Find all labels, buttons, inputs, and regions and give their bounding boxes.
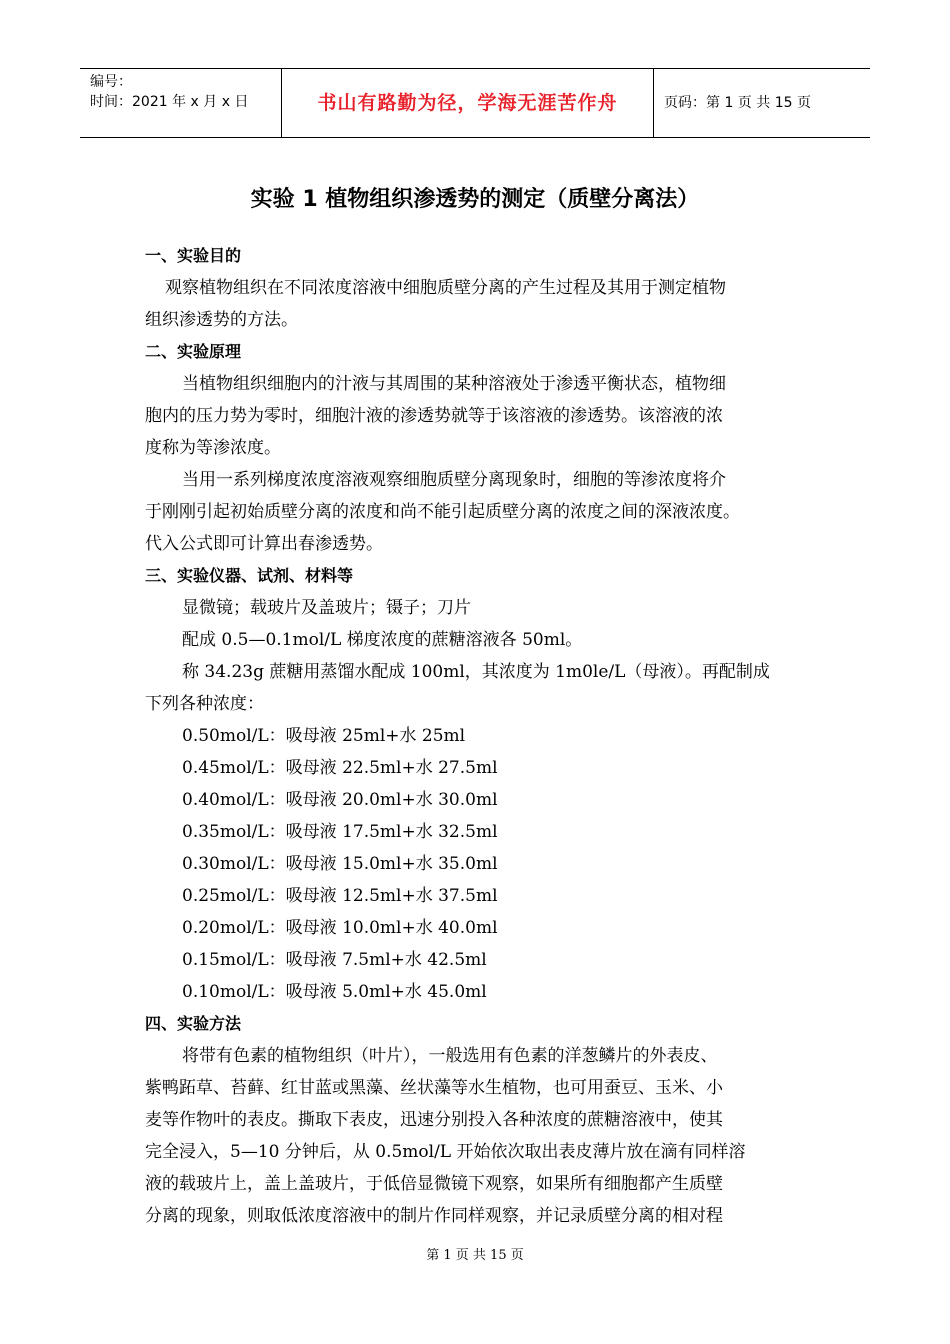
section-heading: 四、实验方法 [145,1014,242,1033]
body-text-line: 0.25mol/L：吸母液 12.5ml+水 37.5ml [182,886,498,906]
body-text-line: 下列各种浓度： [145,694,264,714]
body-text-line: 0.30mol/L：吸母液 15.0ml+水 35.0ml [182,854,498,874]
body-text-line: 将带有色素的植物组织（叶片），一般选用有色素的洋葱鳞片的外表皮、 [182,1046,718,1066]
body-text-line: 0.10mol/L：吸母液 5.0ml+水 45.0ml [182,982,487,1002]
header-motto: 书山有路勤为径，学海无涯苦作舟 [282,69,654,137]
section-heading: 二、实验原理 [145,342,242,361]
body-text-line: 代入公式即可计算出春渗透势。 [145,534,383,554]
section-heading: 一、实验目的 [145,246,242,265]
document-number-label: 编号： [90,74,132,90]
body-text-line: 组织渗透势的方法。 [145,310,298,330]
body-text-line: 0.40mol/L：吸母液 20.0ml+水 30.0ml [182,790,498,810]
document-body [145,240,810,1232]
body-text-line: 液的载玻片上，盖上盖玻片，于低倍显微镜下观察，如果所有细胞都产生质壁 [145,1174,723,1194]
body-text-line: 于刚刚引起初始质壁分离的浓度和尚不能引起质壁分离的浓度之间的深液浓度。 [145,502,740,522]
body-text-line: 麦等作物叶的表皮。撕取下表皮，迅速分别投入各种浓度的蔗糖溶液中，使其 [145,1110,723,1130]
header-table [80,68,870,138]
body-text-line: 胞内的压力势为零时，细胞汁液的渗透势就等于该溶液的渗透势。该溶液的浓 [145,406,723,426]
body-text-line: 0.15mol/L：吸母液 7.5ml+水 42.5ml [182,950,487,970]
body-text-line: 0.50mol/L：吸母液 25ml+水 25ml [182,726,466,746]
body-text-line: 完全浸入，5—10 分钟后，从 0.5mol/L 开始依次取出表皮薄片放在滴有同样溶 [145,1142,746,1162]
section-heading: 三、实验仪器、试剂、材料等 [145,566,354,585]
body-text-line: 当植物组织细胞内的汁液与其周围的某种溶液处于渗透平衡状态，植物细 [182,374,726,394]
body-text-line: 观察植物组织在不同浓度溶液中细胞质壁分离的产生过程及其用于测定植物 [165,278,726,298]
header-page-info: 页码：第 1 页 共 15 页 [664,95,811,111]
header-meta-cell [80,69,282,137]
body-text-line: 称 34.23g 蔗糖用蒸馏水配成 100ml，其浓度为 1m0le/L（母液）。再配制成 [182,662,770,682]
body-text-line: 紫鸭跖草、苔藓、红甘蓝或黑藻、丝状藻等水生植物，也可用蚕豆、玉米、小 [145,1078,723,1098]
body-text-line: 分离的现象，则取低浓度溶液中的制片作同样观察，并记录质壁分离的相对程 [145,1206,723,1226]
body-text-line: 配成 0.5—0.1mol/L 梯度浓度的蔗糖溶液各 50ml。 [182,630,583,650]
body-text-line: 0.35mol/L：吸母液 17.5ml+水 32.5ml [182,822,498,842]
body-text-line: 0.45mol/L：吸母液 22.5ml+水 27.5ml [182,758,498,778]
body-text-line: 度称为等渗浓度。 [145,438,281,458]
document-date-label: 时间：2021 年 x 月 x 日 [90,94,249,110]
document-title: 实验 1 植物组织渗透势的测定（质壁分离法） [250,187,700,212]
page-footer: 第 1 页 共 15 页 [426,1248,524,1263]
body-text-line: 当用一系列梯度浓度溶液观察细胞质壁分离现象时，细胞的等渗浓度将介 [182,470,726,490]
body-text-line: 显微镜；载玻片及盖玻片；镊子；刀片 [182,598,471,618]
body-text-line: 0.20mol/L：吸母液 10.0ml+水 40.0ml [182,918,498,938]
